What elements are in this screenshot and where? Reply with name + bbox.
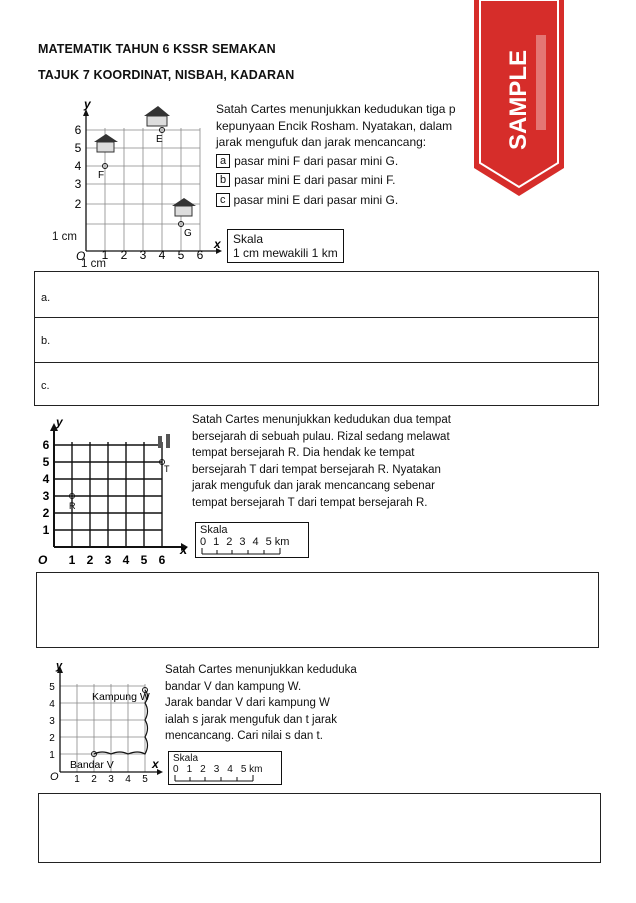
svg-text:4: 4 <box>122 553 130 567</box>
house-icon-f <box>94 134 118 152</box>
q1-question-text: Satah Cartes menunjukkan kedudukan tiga p kepunyaan Encik Rosham. Nyatakan, dalam jarak mengufuk dan jarak mencancang: a pasar mini F dari pasar mini G. b pasar mini E dari pasar mini F. c pasar mini E dari pasar mini G. <box>216 102 456 207</box>
q2-point-t-label: T <box>164 464 170 474</box>
q1-y-label: y <box>84 97 91 111</box>
svg-text:3: 3 <box>139 248 147 262</box>
q3-label-v: Bandar V <box>70 759 114 771</box>
worksheet-topic: TAJUK 7 KOORDINAT, NISBAH, KADARAN <box>38 68 295 82</box>
q1-answer-table <box>34 271 599 406</box>
q1-origin: O <box>76 249 86 263</box>
svg-text:5: 5 <box>140 553 148 567</box>
svg-text:2: 2 <box>74 197 82 211</box>
sample-label: SAMPLE <box>505 49 532 150</box>
svg-text:3: 3 <box>108 774 114 785</box>
svg-text:1: 1 <box>68 553 76 567</box>
svg-text:6: 6 <box>158 553 166 567</box>
svg-text:2: 2 <box>120 248 128 262</box>
svg-text:2: 2 <box>42 506 50 520</box>
q2-x-label: x <box>180 542 188 557</box>
q3-question-text: Satah Cartes menunjukkan keduduka bandar V dan kampung W. Jarak bandar V dari kampung W ialah s jarak mengufuk dan t jarak mencancang. Cari nilai s dan t. <box>165 664 357 742</box>
q3-cartesian-plane <box>40 660 165 785</box>
q3-answer-box[interactable] <box>38 793 601 863</box>
q1-point-g-label: G <box>184 228 192 239</box>
q1-point-f-label: F <box>98 170 105 181</box>
house-icon-g <box>172 198 196 216</box>
q3-label-w: Kampung W <box>92 691 150 703</box>
svg-text:3: 3 <box>74 177 82 191</box>
svg-text:1: 1 <box>101 248 109 262</box>
svg-text:3: 3 <box>49 716 55 727</box>
svg-text:5: 5 <box>42 455 50 469</box>
q1-scale-box: Skala 1 cm mewakili 1 km <box>227 229 344 263</box>
svg-text:6: 6 <box>42 438 50 452</box>
svg-text:4: 4 <box>74 159 82 173</box>
svg-text:6: 6 <box>74 123 82 137</box>
q3-x-label: x <box>152 757 159 771</box>
svg-text:1: 1 <box>49 750 55 761</box>
q1-answer-b[interactable]: b. <box>35 317 598 363</box>
svg-text:5: 5 <box>177 248 185 262</box>
svg-text:5: 5 <box>74 141 82 155</box>
svg-text:2: 2 <box>49 733 55 744</box>
monument-icon-t <box>158 434 170 448</box>
q2-origin: O <box>38 553 48 567</box>
svg-text:4: 4 <box>49 699 55 710</box>
q3-scale-box: Skala 0 1 2 3 4 5 km <box>168 751 282 785</box>
q1-unit-vertical: 1 cm <box>52 231 77 243</box>
q3-y-label: y <box>56 660 63 672</box>
q2-answer-box[interactable] <box>36 572 599 648</box>
svg-text:1: 1 <box>74 774 80 785</box>
sample-banner <box>474 0 564 200</box>
svg-text:1: 1 <box>42 523 50 537</box>
svg-text:5: 5 <box>49 682 55 693</box>
worksheet-title: MATEMATIK TAHUN 6 KSSR SEMAKAN <box>38 42 276 56</box>
q2-cartesian-plane <box>30 412 195 572</box>
svg-text:4: 4 <box>158 248 166 262</box>
q1-answer-a[interactable]: a. <box>35 272 598 318</box>
q3-origin: O <box>50 771 59 783</box>
q2-point-r-label: R <box>69 501 76 511</box>
svg-text:5: 5 <box>142 774 148 785</box>
q2-question-text: Satah Cartes menunjukkan kedudukan dua tempat bersejarah di sebuah pulau. Rizal sedang melawat tempat bersejarah R. Dia hendak ke tempat bersejarah T dari tempat bersejarah R. Nyatakan jarak mengufuk dan jarak mencancang sebenar tempat bersejarah T dari tempat bersejarah R. <box>192 414 451 509</box>
house-icon-e <box>144 106 170 126</box>
svg-text:2: 2 <box>91 774 97 785</box>
q1-point-e-label: E <box>156 134 163 145</box>
svg-text:4: 4 <box>42 472 50 486</box>
svg-text:3: 3 <box>104 553 112 567</box>
svg-text:4: 4 <box>125 774 131 785</box>
q1-answer-c[interactable]: c. <box>41 380 50 392</box>
q1-x-label: x <box>214 237 221 251</box>
q2-scale-box: Skala 0 1 2 3 4 5 km <box>195 522 309 558</box>
q2-y-label: y <box>56 415 63 429</box>
svg-text:2: 2 <box>86 553 94 567</box>
q1-unit-horizontal: 1 cm <box>81 258 106 270</box>
svg-text:6: 6 <box>196 248 204 262</box>
svg-text:3: 3 <box>42 489 50 503</box>
